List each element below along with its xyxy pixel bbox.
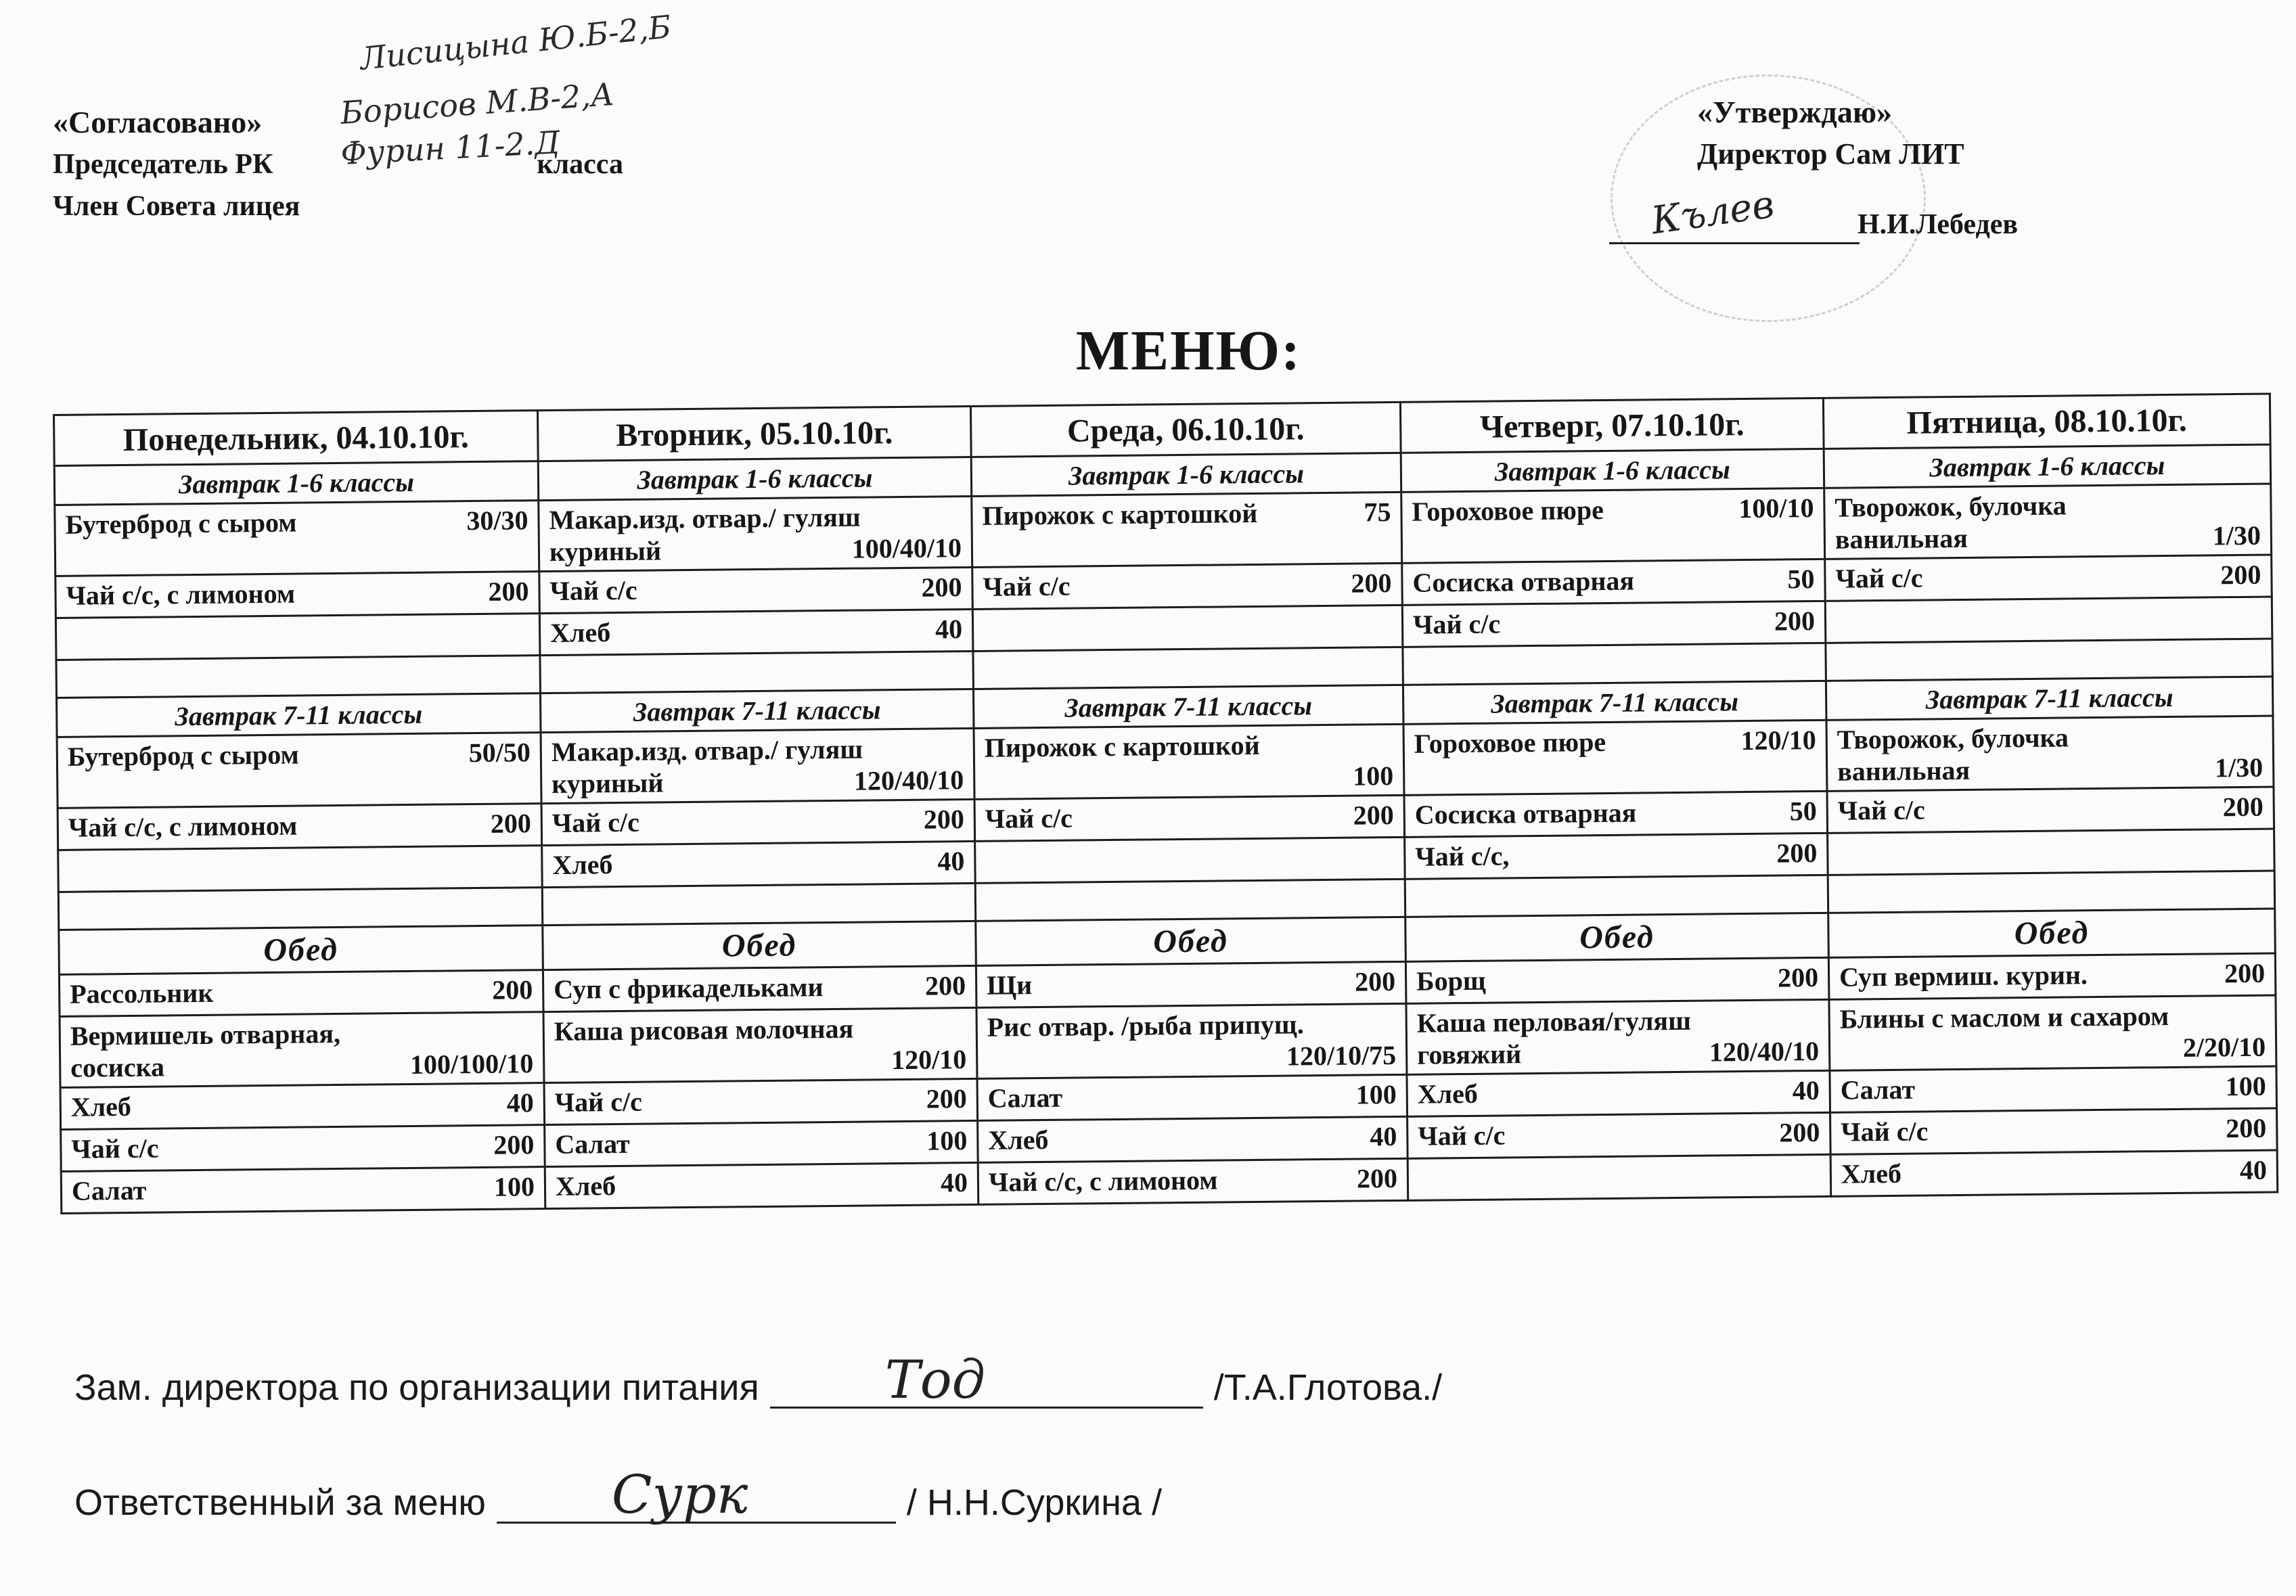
dish-name: Пирожок с картошкой (982, 497, 1258, 531)
dish-portion: 200 (1354, 965, 1396, 997)
day-header: Пятница, 08.10.10г. (1823, 394, 2270, 449)
dish-portion: 2/20/10 (2182, 1031, 2266, 1063)
dish-portion: 200 (923, 804, 965, 835)
responsible-name: / Н.Н.Суркина / (906, 1482, 1162, 1523)
responsible-signature: Сурк (611, 1465, 748, 1526)
responsible-signature-row (74, 1465, 1162, 1526)
menu-cell (1402, 601, 1826, 647)
approval-block (1697, 91, 1964, 175)
dish-portion: 200 (2220, 559, 2261, 591)
menu-table (53, 393, 2278, 1214)
empty-cell (973, 647, 1403, 689)
menu-cell (1826, 716, 2274, 791)
agreed-label: «Согласовано» (53, 105, 263, 139)
meal-label: Завтрак 1-6 классы (971, 453, 1401, 496)
handwritten-note-2: Борисов М.В-2,А (339, 75, 616, 131)
meal-label: Завтрак 1-6 классы (1401, 449, 1824, 492)
deputy-signature: Тод (884, 1350, 986, 1411)
dish-name: Макар.изд. отвар./ гуляш (549, 501, 861, 535)
dish-name-cont: куриный (552, 767, 664, 799)
dish-portion: 30/30 (466, 505, 528, 537)
empty-cell (56, 656, 541, 698)
handwritten-note-1: Лисицына Ю.Б-2,Б (358, 8, 673, 78)
dish-name: Чай с/с (71, 1133, 159, 1164)
dish-name: Чай с/с (985, 802, 1073, 834)
handwritten-note-3: Фурин 11-2.Д (340, 124, 561, 172)
dish-name: Хлеб (552, 849, 613, 880)
menu-cell (58, 804, 542, 850)
menu-cell (1406, 999, 1830, 1074)
director-signature-line (1609, 242, 1860, 244)
dish-name: Салат (1840, 1074, 1916, 1105)
class-label: класса (537, 149, 623, 180)
dish-name: Чай с/с (554, 1086, 643, 1118)
dish-portion: 100 (2225, 1070, 2266, 1102)
deputy-signature-row (74, 1350, 1443, 1411)
dish-portion: 40 (1792, 1074, 1820, 1106)
menu-cell (1402, 559, 1826, 605)
dish-portion: 100 (1355, 1078, 1397, 1110)
dish-portion: 40 (940, 1167, 968, 1198)
menu-cell (977, 1074, 1408, 1120)
dish-portion: 200 (1356, 1162, 1398, 1194)
menu-cell (539, 609, 973, 655)
menu-cell (542, 841, 976, 887)
menu-cell (545, 1162, 978, 1208)
meal-label: Завтрак 7-11 классы (57, 693, 541, 737)
menu-cell (972, 492, 1402, 567)
dish-portion: 100 (1353, 760, 1394, 792)
council-member-label: Член Совета лицея (53, 191, 300, 222)
menu-cell (545, 1120, 978, 1166)
dish-portion: 50 (1789, 796, 1817, 827)
menu-cell (1404, 791, 1828, 837)
dish-portion: 40 (2239, 1154, 2268, 1186)
meal-label: Обед (976, 917, 1406, 965)
dish-name: Чай с/с (1841, 1116, 1929, 1147)
meal-label: Обед (59, 926, 543, 975)
dish-name: Чай с/с, (1415, 840, 1510, 872)
deputy-label: Зам. директора по организации питания (74, 1367, 759, 1408)
meal-label: Обед (1828, 909, 2276, 957)
dish-portion: 200 (1774, 606, 1816, 637)
dish-name: Каша перловая/гуляш (1416, 1005, 1692, 1039)
menu-cell (61, 1125, 545, 1172)
empty-cell (1826, 639, 2273, 681)
dish-name: Макар.изд. отвар./ гуляш (551, 733, 863, 767)
dish-portion: 200 (1777, 961, 1819, 993)
dish-portion: 1/30 (2214, 752, 2264, 783)
dish-name-cont: сосиска (70, 1051, 165, 1083)
menu-cell (544, 1078, 978, 1124)
dish-name: Чай с/с, с лимоном (68, 810, 298, 843)
empty-cell (542, 883, 976, 925)
dish-name-cont: ванильная (1834, 522, 1968, 555)
meal-label: Завтрак 7-11 классы (973, 685, 1403, 728)
menu-cell (1401, 488, 1825, 563)
meal-label: Завтрак 7-11 классы (540, 689, 974, 732)
dish-name: Хлеб (549, 617, 611, 648)
dish-name: Творожок, булочка (1834, 490, 2067, 523)
menu-cell (1405, 957, 1829, 1003)
menu-cell (61, 1167, 545, 1214)
dish-name: Чай с/с (549, 574, 637, 606)
menu-cell (55, 614, 540, 660)
dish-name-cont: говяжий (1416, 1039, 1522, 1070)
responsible-signature-line (497, 1465, 896, 1526)
menu-cell (976, 1003, 1407, 1078)
dish-name: Салат (987, 1082, 1063, 1114)
director-title: Директор Сам ЛИТ (1697, 137, 1964, 170)
menu-cell (541, 799, 975, 845)
dish-portion: 200 (491, 974, 533, 1005)
menu-cell (978, 1116, 1408, 1162)
dish-name: Борщ (1416, 965, 1486, 997)
dish-name: Чай с/с, с лимоном (988, 1164, 1218, 1198)
meal-label: Обед (1405, 913, 1829, 961)
dish-name: Чай с/с (1837, 794, 1925, 826)
menu-cell (1828, 829, 2275, 875)
menu-cell (972, 563, 1403, 609)
menu-cell (1827, 787, 2274, 833)
responsible-label: Ответственный за меню (74, 1482, 486, 1523)
empty-cell (1405, 875, 1828, 917)
meal-label: Завтрак 7-11 классы (1403, 681, 1826, 724)
dish-portion: 40 (506, 1087, 535, 1118)
dish-portion: 75 (1364, 497, 1391, 528)
dish-portion: 120/40/10 (853, 765, 964, 796)
dish-name: Гороховое пюре (1412, 495, 1604, 527)
menu-cell (1825, 597, 2272, 643)
meal-label: Завтрак 1-6 классы (1824, 444, 2271, 488)
menu-cell (974, 724, 1404, 799)
meal-label: Обед (543, 921, 976, 970)
day-header: Четверг, 07.10.10г. (1400, 398, 1824, 453)
dish-name: Пирожок с картошкой (984, 729, 1260, 763)
dish-portion: 100 (926, 1125, 968, 1156)
menu-cell (972, 605, 1403, 651)
dish-portion: 200 (926, 1083, 967, 1114)
director-signature: Кълев (1648, 182, 1777, 244)
dish-portion: 200 (1353, 800, 1394, 831)
menu-cell (978, 1158, 1408, 1204)
dish-portion: 120/40/10 (1709, 1035, 1820, 1068)
menu-cell (1824, 484, 2272, 559)
dish-portion: 40 (937, 846, 965, 877)
dish-name: Блины с маслом и сахаром (1839, 1001, 2169, 1034)
menu-cell (1405, 833, 1828, 879)
dish-name: Каша рисовая молочная (554, 1013, 854, 1047)
dish-portion: 100/40/10 (851, 532, 962, 564)
menu-cell (1408, 1154, 1831, 1200)
menu-cell (539, 567, 973, 613)
day-header: Вторник, 05.10.10г. (537, 406, 971, 461)
dish-name: Чай с/с (552, 806, 640, 838)
page-title: МЕНЮ: (1075, 319, 1302, 382)
dish-name: Бутерброд с сыром (67, 739, 299, 772)
dish-portion: 100/10 (1738, 493, 1814, 524)
menu-cell (1830, 1150, 2278, 1196)
dish-name: Суп вермиш. курин. (1839, 959, 2088, 993)
dish-portion: 200 (1776, 838, 1818, 869)
dish-name: Хлеб (1417, 1078, 1479, 1110)
dish-portion: 1/30 (2212, 520, 2261, 551)
menu-cell (1830, 1066, 2277, 1112)
menu-cell (57, 733, 541, 808)
meal-label: Завтрак 7-11 классы (1826, 677, 2273, 720)
menu-cell (539, 496, 972, 571)
dish-name: Салат (71, 1175, 147, 1206)
menu-cell (974, 795, 1405, 841)
director-name: Н.И.Лебедев (1858, 209, 2019, 240)
menu-cell (976, 961, 1406, 1007)
dish-portion: 120/10 (1740, 725, 1816, 756)
menu-cell (1407, 1070, 1830, 1116)
dish-name: Чай с/с (1418, 1120, 1506, 1152)
dish-name: Чай с/с (983, 570, 1071, 602)
menu-cell (55, 572, 540, 618)
dish-name: Чай с/с (1412, 608, 1501, 640)
dish-portion: 40 (1370, 1120, 1397, 1152)
dish-name: Сосиска отварная (1414, 797, 1637, 830)
dish-portion: 200 (921, 572, 962, 603)
menu-cell (58, 846, 543, 892)
empty-cell (540, 651, 974, 693)
dish-name-cont: куриный (549, 535, 662, 567)
dish-name: Гороховое пюре (1414, 726, 1606, 759)
dish-name: Хлеб (555, 1170, 616, 1202)
dish-portion: 100/100/10 (409, 1048, 534, 1080)
dish-name: Бутерброд с сыром (65, 507, 297, 540)
menu-cell (1828, 953, 2276, 999)
dish-name: Салат (555, 1128, 630, 1160)
dish-portion: 200 (488, 576, 529, 607)
dish-name: Рис отвар. /рыба припущ. (987, 1009, 1304, 1043)
menu-cell (543, 965, 976, 1011)
menu-cell (1825, 555, 2272, 601)
dish-name: Чай с/с (1835, 562, 1923, 594)
menu-cell (1830, 1108, 2278, 1154)
menu-cell (975, 837, 1405, 883)
dish-portion: 200 (924, 970, 966, 1001)
dish-portion: 50/50 (468, 737, 531, 769)
dish-portion: 200 (493, 1129, 535, 1160)
dish-name: Щи (986, 970, 1033, 1001)
dish-name: Хлеб (1841, 1158, 1902, 1189)
dish-name: Сосиска отварная (1412, 565, 1635, 598)
menu-cell (541, 728, 974, 803)
chairman-label: Председатель РК (53, 149, 273, 180)
approve-label: «Утверждаю» (1697, 95, 1892, 129)
dish-name: Хлеб (70, 1091, 132, 1122)
menu-cell (543, 1007, 977, 1082)
dish-portion: 200 (2222, 791, 2264, 823)
dish-name: Чай с/с, с лимоном (66, 578, 296, 611)
meal-label: Завтрак 1-6 классы (54, 461, 539, 505)
dish-portion: 200 (490, 808, 532, 839)
empty-cell (58, 888, 543, 930)
dish-name-cont: ванильная (1837, 754, 1971, 787)
empty-cell (975, 879, 1405, 921)
menu-cell (55, 501, 539, 576)
day-header: Среда, 06.10.10г. (970, 402, 1401, 457)
dish-portion: 200 (1351, 568, 1392, 599)
deputy-name: /Т.А.Глотова./ (1213, 1367, 1443, 1408)
dish-name: Рассольник (70, 977, 214, 1009)
agreement-block (53, 101, 623, 227)
menu-cell (1408, 1112, 1831, 1158)
dish-name: Вермишель отварная, (70, 1018, 341, 1051)
menu-cell (1829, 995, 2276, 1070)
dish-portion: 100 (493, 1171, 535, 1202)
day-header: Понедельник, 04.10.10г. (54, 411, 539, 466)
dish-portion: 120/10/75 (1286, 1039, 1397, 1072)
menu-cell (1403, 720, 1827, 795)
empty-cell (1828, 871, 2275, 913)
menu-cell (59, 970, 543, 1017)
dish-name: Хлеб (988, 1124, 1049, 1156)
menu-cell (60, 1012, 544, 1088)
dish-name: Творожок, булочка (1837, 722, 2069, 755)
dish-portion: 120/10 (891, 1044, 967, 1076)
dish-portion: 200 (2224, 957, 2266, 989)
meal-label: Завтрак 1-6 классы (538, 457, 972, 500)
dish-portion: 200 (1779, 1116, 1820, 1148)
dish-portion: 50 (1787, 564, 1815, 595)
empty-cell (1403, 643, 1826, 685)
deputy-signature-line (770, 1350, 1203, 1411)
dish-portion: 40 (935, 614, 963, 645)
dish-portion: 200 (2226, 1112, 2267, 1144)
menu-cell (60, 1083, 545, 1130)
dish-name: Суп с фрикадельками (553, 972, 824, 1005)
